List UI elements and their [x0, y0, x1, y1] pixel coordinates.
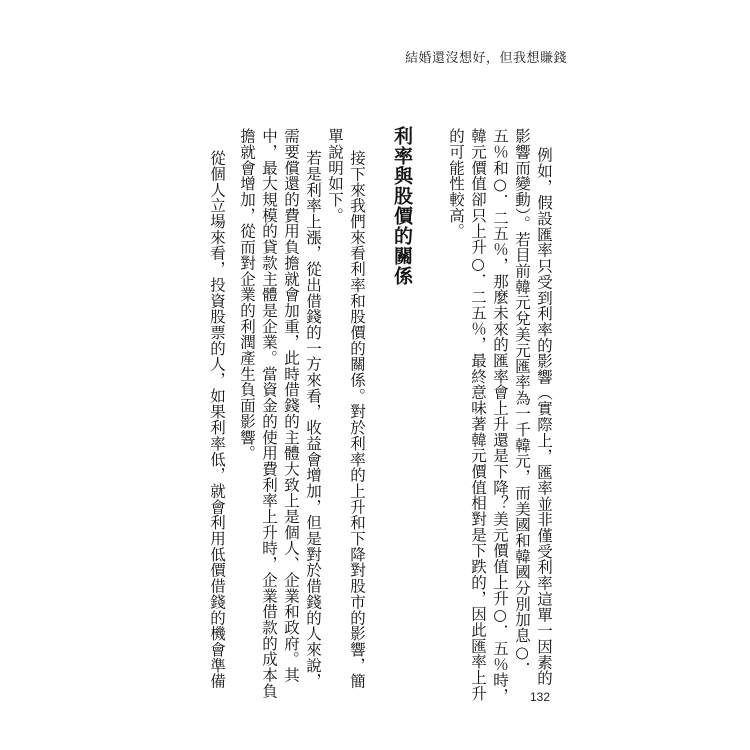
text-line: 需要償還的費用負擔就會加重，此時借錢的主體大致上是個人、企業和政府。其	[282, 128, 300, 683]
text-line: 的可能性較高。	[447, 128, 465, 239]
text-line: 從個人立場來看，投資股票的人，如果利率低，就會利用低價借錢的機會準備	[208, 150, 226, 689]
text-line: 擔就會增加，從而對企業的利潤產生負面影響。	[238, 128, 256, 461]
text-line: 例如，假設匯率只受到利率的影響（實際上，匯率並非僅受利率這單一因素的	[535, 147, 553, 686]
text-line: 單說明如下。	[326, 128, 344, 224]
running-header: 結婚還沒想好，但我想賺錢	[405, 51, 568, 66]
text-line: 五％和○．二五％，那麼未來的匯率會上升還是下降？美元價值上升○．五％時，	[491, 128, 509, 704]
text-line: 中，最大規模的貸款主體是企業。當資金的使用費利率上升時，企業借款的成本負	[260, 128, 278, 699]
text-line: 接下來我們來看利率和股價的關係。對於利率的上升和下降對股市的影響，簡	[348, 150, 366, 689]
text-line: 若是利率上漲，從出借錢的一方來看，收益會增加，但是對於借錢的人來說，	[304, 150, 322, 689]
text-line: 影響而變動）。若目前韓元兌美元匯率為一千韓元，而美國和韓國分別加息○．	[513, 128, 531, 678]
page-number: 132	[530, 690, 551, 704]
section-heading: 利率與股價的關係	[391, 126, 413, 286]
text-line: 韓元價值卻只上升○．二五％，最終意味著韓元價值相對是下跌的，因此匯率上升	[469, 128, 487, 702]
